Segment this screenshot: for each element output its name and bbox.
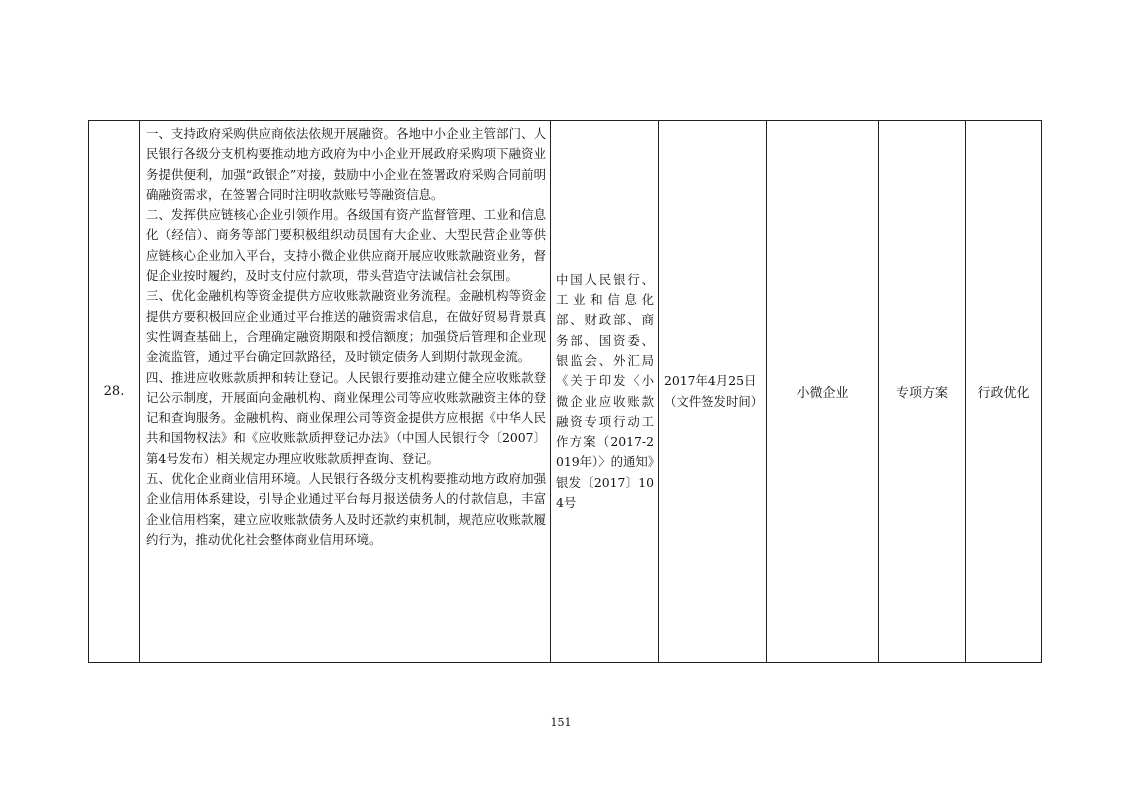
row-number-cell <box>89 121 140 663</box>
object-text: 小微企业 <box>796 386 849 401</box>
content-paragraph-2: 二、发挥供应链核心企业引领作用。各级国有资产监督管理、工业和信息化（经信）、商务等部门要积极组织动员国有大企业、大型民营企业等供应链核心企业加入平台，支持小微企业供应商开展应收账款融资业务，督促企业按时履约，及时支付应付款项，带头营造守法诚信社会氛围。 <box>146 207 546 284</box>
content-cell <box>140 121 551 663</box>
content-paragraph-1: 一、支持政府采购供应商依法依规开展融资。各地中小企业主管部门、人民银行各级分支机构要推动地方政府为中小企业开展政府采购项下融资业务提供便利，加强“政银企”对接，鼓励中小企业在签署政府采购合同前明确融资需求，在签署合同时注明收款账号等融资信息。 <box>146 126 546 202</box>
row-number: 28. <box>103 384 125 399</box>
object-cell <box>767 121 879 663</box>
content-paragraph-5: 五、优化企业商业信用环境。人民银行各级分支机构要推动地方政府加强企业信用体系建设，引导企业通过平台每月报送债务人的付款信息，丰富企业信用档案，建立应收账款债务人及时还款约束机制，规范应收账款履约行为，推动优化社会整体商业信用环境。 <box>146 471 546 547</box>
policy-table <box>88 120 1042 663</box>
type-cell <box>879 121 966 663</box>
date-cell <box>659 121 767 663</box>
document-cell <box>551 121 659 663</box>
content-paragraph-3: 三、优化金融机构等资金提供方应收账款融资业务流程。金融机构等资金提供方要积极回应企业通过平台推送的融资需求信息，在做好贸易背景真实性调查基础上，合理确定融资期限和授信额度；加强贷后管理和企业现金流监管，通过平台确定回款路径，及时锁定债务人到期付款现金流。 <box>146 288 546 365</box>
page-number: 151 <box>550 716 572 729</box>
category-text: 行政优化 <box>977 386 1030 401</box>
document-text: 中国人民银行、工业和信息化部、财政部、商务部、国资委、银监会、外汇局《关于印发〈小微企业应收账款融资专项行动工作方案（2017-2019年）〉的通知》银发〔2017〕104号 <box>556 271 654 510</box>
date-text: 2017年4月25日（文件签发时间） <box>664 373 764 409</box>
table-row <box>89 121 1042 663</box>
type-text: 专项方案 <box>895 386 948 401</box>
content-paragraph-4: 四、推进应收账款质押和转让登记。人民银行要推动建立健全应收账款登记公示制度，开展面向金融机构、商业保理公司等应收账款融资主体的登记和查询服务。金融机构、商业保理公司等资金提供方应根据《中华人民共和国物权法》和《应收账款质押登记办法》（中国人民银行令〔2007〕第4号发布）相关规定办理应收账款质押查询、登记。 <box>146 369 546 466</box>
category-cell <box>966 121 1042 663</box>
